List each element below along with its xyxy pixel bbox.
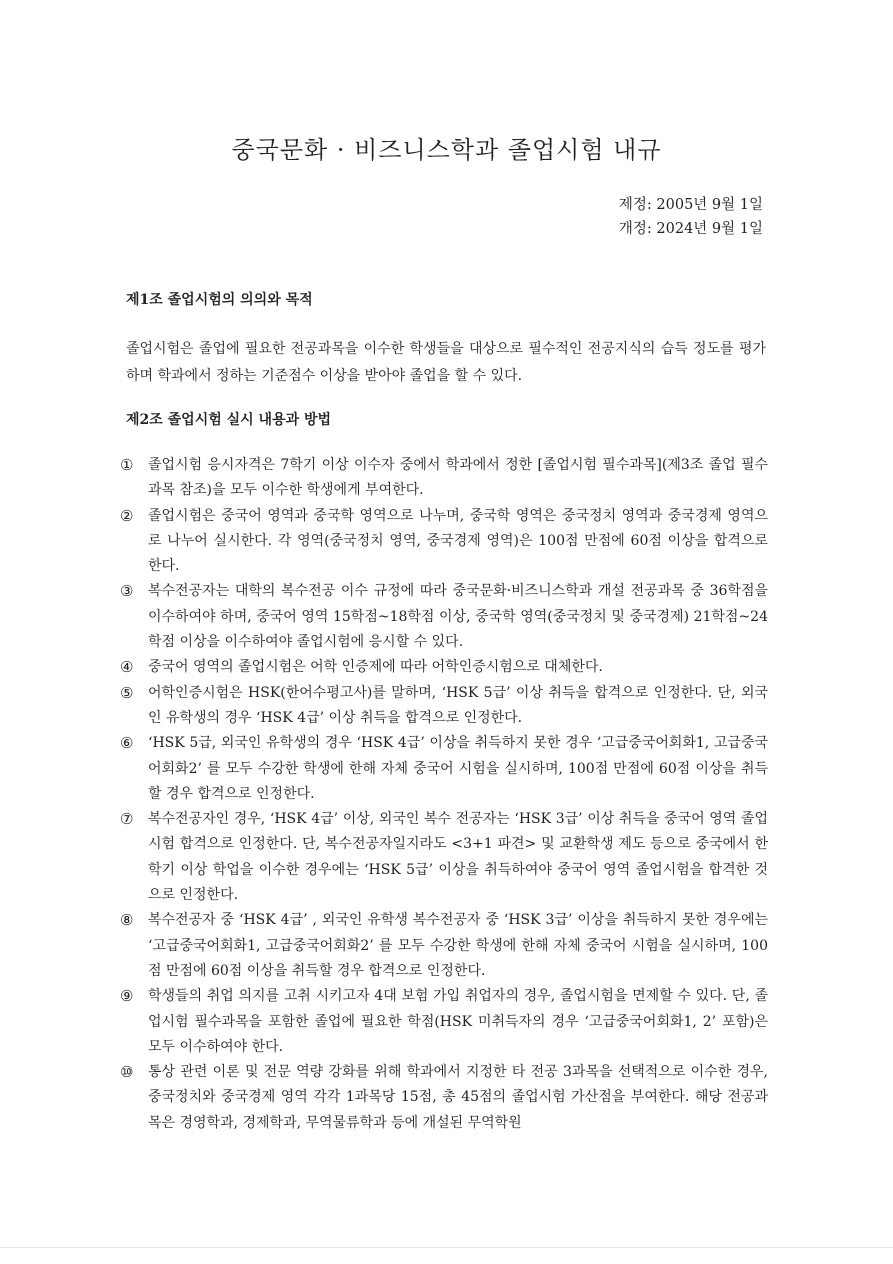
list-item <box>120 807 768 908</box>
item-text: 복수전공자 중 ‘HSK 4급’ , 외국인 유학생 복수전공자 중 ‘HSK 3급’ 이상을 취득하지 못한 경우에는 ‘고급중국어회화1, 고급중국어회화2’ 를 모두 수강한 학생에 한해 자체 중국어 시험을 실시하며, 100점 만점에 60점 이상을 취득할 경우 합격으로 인정한다. <box>148 912 768 979</box>
item-text: 복수전공자인 경우, ‘HSK 4급’ 이상, 외국인 복수 전공자는 ‘HSK 3급’ 이상 취득을 중국어 영역 졸업시험 합격으로 인정한다. 단, 복수전공자일지라도 <3+1 파견> 및 교환학생 제도 등으로 중국에서 한 학기 이상 학업을 이수한 경우에는 ‘HSK 5급’ 이상을 취득하여야 중국어 영역 졸업시험을 합격한 것으로 인정한다. <box>148 811 768 904</box>
item-text: 어학인증시험은 HSK(한어수평고사)를 말하며, ‘HSK 5급’ 이상 취득을 합격으로 인정한다. 단, 외국인 유학생의 경우 ‘HSK 4급’ 이상 취득을 합격으로 인정한다. <box>148 684 768 726</box>
article2-items <box>120 453 768 1136</box>
item-text: 통상 관련 이론 및 전문 역량 강화를 위해 학과에서 지정한 타 전공 3과목을 선택적으로 이수한 경우, 중국정치와 중국경제 영역 각각 1과목당 15점, 총 45점의 졸업시험 가산점을 부여한다. 해당 전공과목은 경영학과, 경제학과, 무역물류학과 등에 개설된 무역학원 <box>148 1064 768 1131</box>
item-text: 복수전공자는 대학의 복수전공 이수 규정에 따라 중국문화·비즈니스학과 개설 전공과목 중 36학점을 이수하여야 하며, 중국어 영역 15학점~18학점 이상, 중국학 영역(중국정치 및 중국경제) 21학점~24학점 이상을 이수하여야 졸업시험에 응시할 수 있다. <box>148 583 768 651</box>
item-number: ⑩ <box>120 1063 134 1082</box>
article1-body: 졸업시험은 졸업에 필요한 전공과목을 이수한 학생들을 대상으로 필수적인 전공지식의 습득 정도를 평가하며 학과에서 정하는 기준점수 이상을 받아야 졸업을 할 수 있다. <box>126 341 766 384</box>
item-number: ⑨ <box>120 987 134 1006</box>
article1-heading: 제1조 졸업시험의 의의와 목적 <box>126 292 313 308</box>
list-item <box>120 681 768 732</box>
document-title: 중국문화 · 비즈니스학과 졸업시험 내규 <box>231 136 662 164</box>
enacted-date: 제정: 2005년 9월 1일 <box>618 197 763 213</box>
item-number: ⑧ <box>120 911 134 930</box>
list-item <box>120 504 768 580</box>
item-number: ③ <box>120 582 134 601</box>
item-number: ⑤ <box>120 683 134 702</box>
item-number: ② <box>120 506 134 525</box>
list-item <box>120 453 768 504</box>
item-number: ④ <box>120 658 134 677</box>
list-item <box>120 984 768 1060</box>
revised-date: 개정: 2024년 9월 1일 <box>618 221 763 237</box>
item-text: ‘HSK 5급, 외국인 유학생의 경우 ‘HSK 4급’ 이상을 취득하지 못한 경우 ‘고급중국어회화1, 고급중국어회화2’ 를 모두 수강한 학생에 한해 자체 중국어 시험을 실시하며, 100점 만점에 60점 이상을 취득할 경우 합격으로 인정한다. <box>148 735 768 802</box>
article2-heading: 제2조 졸업시험 실시 내용과 방법 <box>126 412 332 428</box>
list-item <box>120 1060 768 1136</box>
item-text: 졸업시험 응시자격은 7학기 이상 이수자 중에서 학과에서 정한 [졸업시험 필수과목](제3조 졸업 필수과목 참조)을 모두 이수한 학생에게 부여한다. <box>148 457 768 499</box>
item-text: 졸업시험은 중국어 영역과 중국학 영역으로 나누며, 중국학 영역은 중국정치 영역과 중국경제 영역으로 나누어 실시한다. 각 영역(중국정치 영역, 중국경제 영역)은 100점 만점에 60점 이상을 합격으로 한다. <box>148 507 768 575</box>
list-item <box>120 731 768 807</box>
item-text: 중국어 영역의 졸업시험은 어학 인증제에 따라 어학인증시험으로 대체한다. <box>148 659 603 676</box>
revision-dates <box>619 193 763 241</box>
page-edge-divider <box>0 1247 893 1248</box>
list-item <box>120 579 768 655</box>
item-number: ① <box>120 456 134 474</box>
item-number: ⑥ <box>120 734 134 753</box>
list-item <box>120 908 768 984</box>
item-text: 학생들의 취업 의지를 고취 시키고자 4대 보험 가입 취업자의 경우, 졸업시험을 면제할 수 있다. 단, 졸업시험 필수과목을 포함한 졸업에 필요한 학점(HSK 미취득자의 경우 ‘고급중국어회화1, 2’ 포함)은 모두 이수하여야 한다. <box>148 988 768 1055</box>
list-item <box>120 655 768 680</box>
item-number: ⑦ <box>120 810 134 829</box>
